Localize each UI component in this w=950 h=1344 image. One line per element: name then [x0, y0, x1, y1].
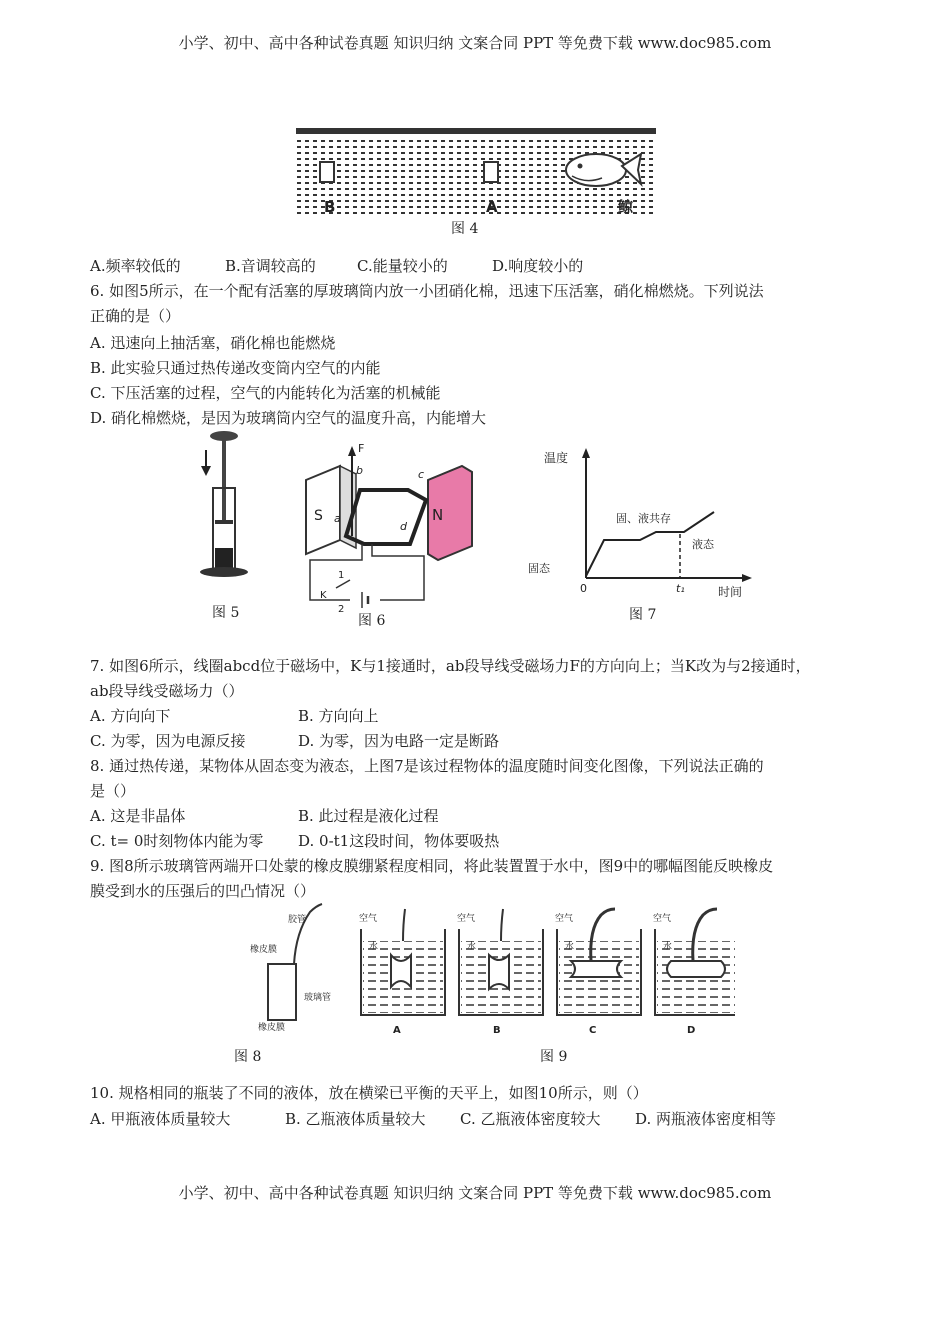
- fig4-caption: 图 4: [451, 221, 479, 237]
- hose: [294, 904, 322, 964]
- q7-stem-line2: ab段导线受磁场力（）: [90, 682, 244, 700]
- q6-option-d: D. 硝化棉燃烧，是因为玻璃筒内空气的温度升高，内能增大: [90, 409, 487, 427]
- svg-text:空气: 空气: [555, 914, 574, 924]
- glass-tube: [268, 964, 296, 1020]
- svg-text:橡皮膜: 橡皮膜: [250, 945, 278, 955]
- piston-rod: [222, 440, 226, 520]
- svg-text:胶管: 胶管: [288, 915, 307, 925]
- water-surface: [296, 128, 656, 134]
- q9-stem-line2: 膜受到水的压强后的凹凸情况（）: [90, 882, 316, 900]
- panel-b: [457, 909, 543, 1036]
- q10-option-b: B. 乙瓶液体质量较大: [285, 1110, 426, 1128]
- svg-text:玻璃管: 玻璃管: [304, 993, 332, 1003]
- q7-option-b: B. 方向向上: [298, 707, 379, 725]
- q8-option-c: C. t= 0时刻物体内能为零: [90, 832, 264, 850]
- svg-text:温度: 温度: [544, 451, 569, 465]
- svg-text:t₁: t₁: [676, 582, 685, 595]
- svg-text:c: c: [418, 468, 425, 481]
- page-footer: 小学、初中、高中各种试卷真题 知识归纳 文案合同 PPT 等免费下载 www.doc985.com: [178, 1184, 772, 1202]
- q5-option-b: B.音调较高的: [225, 257, 316, 275]
- svg-text:固态: 固态: [528, 562, 550, 575]
- q6-stem-line1: 6. 如图5所示，在一个配有活塞的厚玻璃筒内放一小团硝化棉，迅速下压活塞，硝化棉燃烧。下列说法: [90, 282, 764, 300]
- q8-option-b: B. 此过程是液化过程: [298, 807, 439, 825]
- q6-option-b: B. 此实验只通过热传递改变筒内空气的内能: [90, 359, 381, 377]
- svg-text:橡皮膜: 橡皮膜: [258, 1023, 286, 1032]
- fig5-caption: 图 5: [212, 605, 240, 621]
- svg-text:d: d: [400, 520, 407, 533]
- q8-stem-line2: 是（）: [90, 782, 136, 800]
- fig7-caption: 图 7: [629, 607, 657, 623]
- q8-stem-line1: 8. 通过热传递，某物体从固态变为液态，上图7是该过程物体的温度随时间变化图像，下列说法正确的: [90, 757, 764, 775]
- q10-stem: 10. 规格相同的瓶装了不同的液体，放在横梁已平衡的天平上，如图10所示，则（）: [90, 1084, 648, 1102]
- svg-text:1: 1: [338, 570, 345, 581]
- label-b: B: [324, 198, 336, 216]
- figure-9: [355, 905, 735, 1040]
- device-b: [320, 162, 334, 182]
- svg-text:B: B: [493, 1025, 501, 1036]
- svg-text:水: 水: [565, 942, 575, 952]
- svg-text:K: K: [320, 590, 327, 601]
- svg-text:水: 水: [663, 942, 673, 952]
- label-a: A: [486, 198, 498, 216]
- panel-d: [653, 909, 735, 1036]
- svg-text:A: A: [393, 1025, 401, 1036]
- svg-text:0: 0: [580, 582, 587, 595]
- q5-option-c: C.能量较小的: [357, 257, 448, 275]
- svg-text:时间: 时间: [718, 585, 743, 599]
- panel-a: [359, 909, 445, 1036]
- q7-stem-line1: 7. 如图6所示，线圈abcd位于磁场中，K与1接通时，ab段导线受磁场力F的方向向上；当K改为与2接通时，: [90, 657, 811, 675]
- svg-text:水: 水: [467, 942, 477, 952]
- svg-text:C: C: [589, 1025, 597, 1036]
- svg-text:空气: 空气: [653, 914, 672, 924]
- switch-k: [336, 580, 350, 588]
- svg-text:D: D: [687, 1025, 696, 1036]
- q5-option-a: A.频率较低的: [90, 257, 181, 275]
- figure-8: [250, 902, 350, 1032]
- q10-option-d: D. 两瓶液体密度相等: [635, 1110, 777, 1128]
- svg-text:a: a: [334, 512, 341, 525]
- panel-c: [555, 909, 641, 1036]
- q8-option-d: D. 0-t1这段时间，物体要吸热: [298, 832, 500, 850]
- fig9-caption: 图 9: [540, 1049, 568, 1065]
- q7-option-a: A. 方向向下: [90, 707, 171, 725]
- q6-stem-line2: 正确的是（）: [90, 307, 181, 325]
- svg-text:S: S: [314, 508, 323, 524]
- base: [200, 567, 248, 577]
- q10-option-c: C. 乙瓶液体密度较大: [460, 1110, 601, 1128]
- label-whale: 鲸: [618, 198, 634, 216]
- svg-text:空气: 空气: [359, 914, 378, 924]
- page-header: 小学、初中、高中各种试卷真题 知识归纳 文案合同 PPT 等免费下载 www.doc985.com: [178, 34, 772, 52]
- q7-option-c: C. 为零，因为电源反接: [90, 732, 246, 750]
- circuit-wire: [310, 544, 362, 600]
- q7-option-d: D. 为零，因为电路一定是断路: [298, 732, 500, 750]
- q9-stem-line1: 9. 图8所示玻璃管两端开口处蒙的橡皮膜绷紧程度相同，将此装置置于水中，图9中的哪幅图能反映橡皮: [90, 857, 774, 875]
- piston-handle: [210, 431, 238, 441]
- svg-text:液态: 液态: [692, 538, 714, 551]
- fig8-caption: 图 8: [234, 1049, 262, 1065]
- device-a: [484, 162, 498, 182]
- figure-5: [196, 430, 266, 580]
- coil-abcd: [346, 490, 426, 544]
- svg-text:F: F: [358, 442, 365, 455]
- svg-text:N: N: [432, 506, 444, 524]
- svg-text:固、液共存: 固、液共存: [616, 512, 671, 525]
- svg-text:空气: 空气: [457, 914, 476, 924]
- q6-option-c: C. 下压活塞的过程，空气的内能转化为活塞的机械能: [90, 384, 441, 402]
- svg-text:2: 2: [338, 604, 345, 615]
- magnet-s: [306, 466, 340, 554]
- figure-7: [528, 442, 758, 602]
- q6-option-a: A. 迅速向上抽活塞，硝化棉也能燃烧: [90, 334, 336, 352]
- q5-option-d: D.响度较小的: [492, 257, 584, 275]
- svg-text:水: 水: [369, 942, 379, 952]
- cotton: [215, 548, 233, 568]
- fig6-caption: 图 6: [358, 613, 386, 629]
- q10-option-a: A. 甲瓶液体质量较大: [90, 1110, 231, 1128]
- figure-6: [300, 440, 480, 615]
- q8-option-a: A. 这是非晶体: [90, 807, 186, 825]
- svg-text:b: b: [356, 464, 363, 477]
